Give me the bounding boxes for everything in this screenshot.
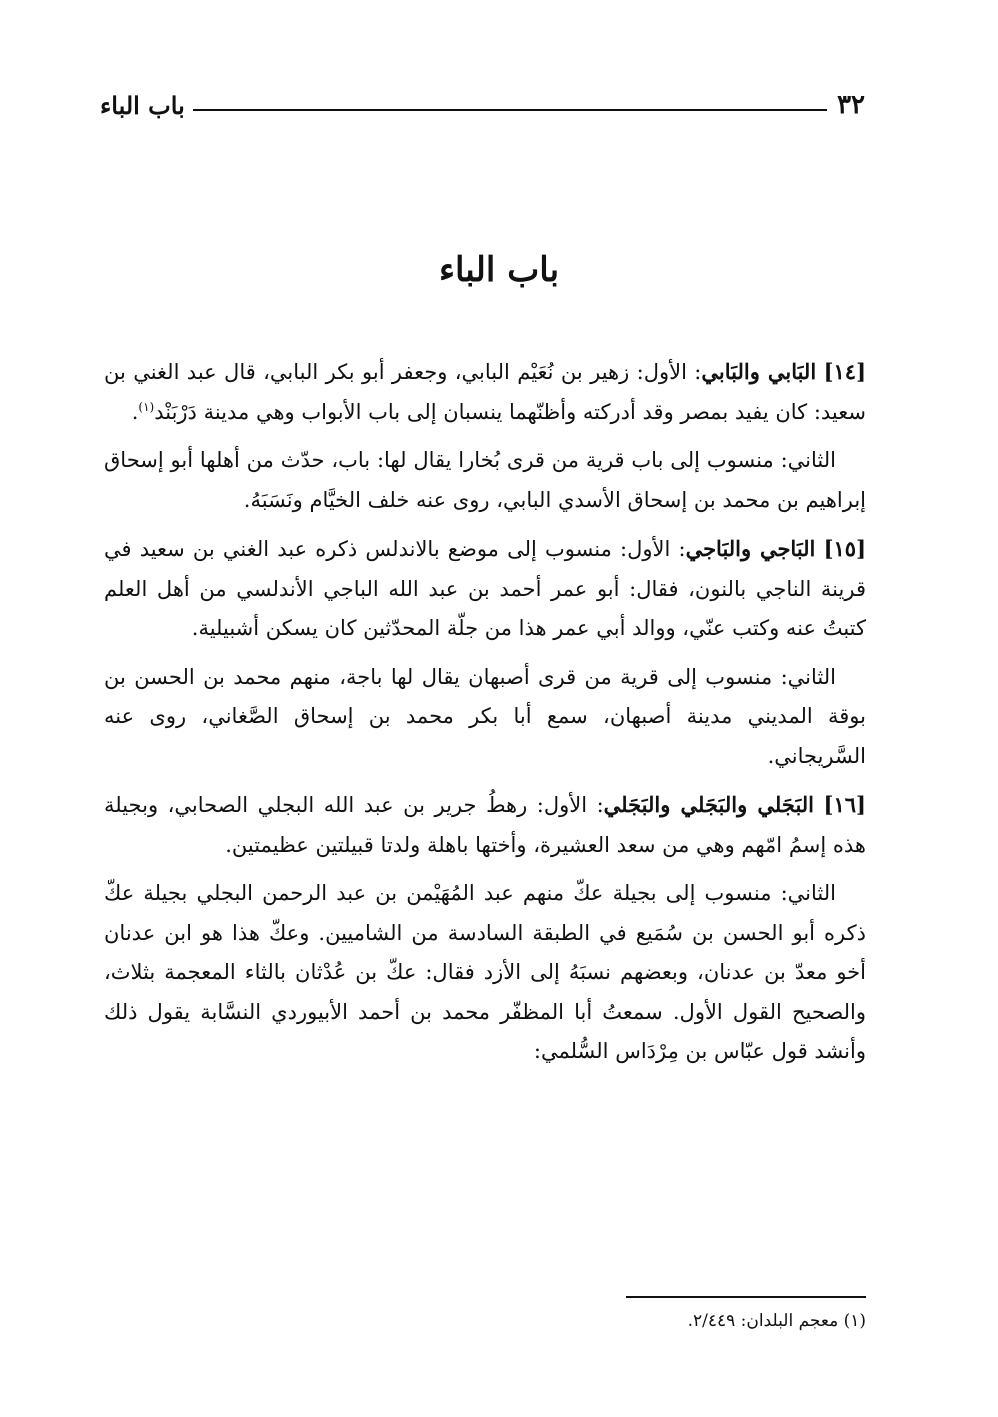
entry-16 bbox=[104, 785, 866, 865]
footnote: (١) معجم البلدان: ٢/٤٤٩. bbox=[687, 1311, 866, 1331]
page-number: ٣٢ bbox=[837, 90, 865, 120]
entry-text-end: . bbox=[131, 399, 139, 424]
footnote-marker: (١) bbox=[138, 399, 155, 414]
entry-headword: البَاجي والبَاجي bbox=[685, 536, 816, 561]
running-header bbox=[100, 88, 865, 122]
chapter-title: باب الباء bbox=[438, 250, 560, 290]
body-text bbox=[104, 352, 866, 1081]
entry-text: : الأول: منسوب إلى موضع بالاندلس ذكره عبد الغني بن سعيد في قرينة الناجي بالنون، فقال: أبو عمر أحمد بن عبد الله الباجي الأندلسي من أهل العلم كتبتُ عنه وكتب عنّي، ووالد أبي عمر هذا من جلّة المحدّثين كان يسكن أشبيلية. bbox=[104, 537, 866, 640]
entry-text: : الأول: زهير بن نُعَيْم البابي، وجعفر أبو بكر البابي، قال عبد الغني بن سعيد: كان يفيد بمصر وقد أدركته وأظنّهما ينسبان إلى باب الأبواب وهي مدينة دَرْبَنْد bbox=[104, 360, 866, 424]
entry-14-second: الثاني: منسوب إلى باب قرية من قرى بُخارا يقال لها: باب، حدّث من أهلها أبو إسحاق إبراهيم بن محمد بن إسحاق الأسدي البابي، روى عنه خلف الخيَّام ونَسَبَهُ. bbox=[104, 448, 866, 512]
footnote-rule bbox=[626, 1296, 866, 1298]
entry-headword: البَابي والبَابي bbox=[701, 359, 817, 384]
entry-15-second: الثاني: منسوب إلى قرية من قرى أصبهان يقال لها باجة، منهم محمد بن الحسن بن بوقة المديني مدينة أصبهان، سمع أبا بكر محمد بن إسحاق الصَّغاني، روى عنه السَّريجاني. bbox=[104, 664, 866, 768]
entry-headword: البَجَلي والبَجَلي والبَجَلي bbox=[603, 792, 815, 817]
entry-number: [١٥] bbox=[823, 536, 866, 561]
header-rule bbox=[193, 109, 827, 111]
entry-15 bbox=[104, 529, 866, 649]
entry-number: [١٤] bbox=[823, 359, 866, 384]
running-title: باب الباء bbox=[100, 90, 185, 120]
entry-text: : الأول: رهطُ جرير بن عبد الله البجلي الصحابي، وبجيلة هذه إسمُ امّهم وهي من سعد العشيرة، وأختها باهلة ولدتا قبيلتين عظيمتين. bbox=[104, 793, 866, 857]
entry-number: [١٦] bbox=[823, 792, 866, 817]
entry-14 bbox=[104, 352, 866, 432]
entry-16-second: الثاني: منسوب إلى بجيلة عكّ منهم عبد المُهَيْمن بن عبد الرحمن البجلي بجيلة عكّ ذكره أبو الحسن بن سُمَيع في الطبقة السادسة من الشاميين. وعكّ هذا هو ابن عدنان أخو معدّ بن عدنان، وبعضهم نسبَهُ إلى الأزد فقال: عكّ بن عُدْثان بالثاء المعجمة بثلاث، والصحيح القول الأول. سمعتُ أبا المظفّر محمد بن أحمد الأبيوردي النسَّابة يقول ذلك وأنشد قول عبّاس بن مِرْدَاس السُّلمي: bbox=[104, 881, 866, 1063]
